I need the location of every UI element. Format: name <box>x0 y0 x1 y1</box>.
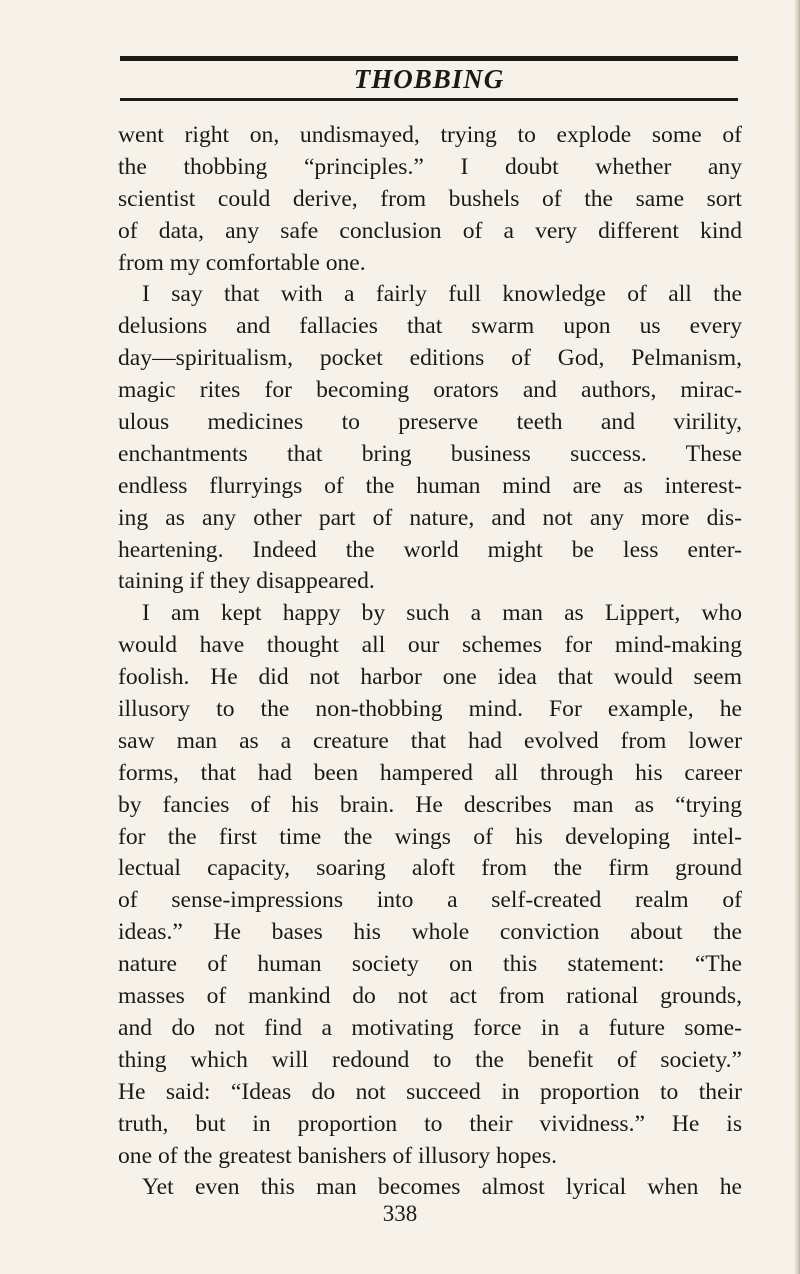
text-line: scientist could derive, from bushels of the same sort <box>118 185 742 212</box>
header-rule-bottom <box>120 98 738 101</box>
text-line: the thobbing “principles.” I doubt whether any <box>118 153 742 180</box>
header-rule-top <box>120 56 738 61</box>
text-line: masses of mankind do not act from rational grounds, <box>118 983 742 1010</box>
text-line: heartening. Indeed the world might be less enter- <box>118 536 742 563</box>
page-number: 338 <box>382 1200 418 1226</box>
text-line: from my comfortable one. <box>118 249 366 276</box>
text-line: taining if they disappeared. <box>118 568 375 595</box>
text-line: Yet even this man becomes almost lyrical when he <box>142 1174 742 1201</box>
text-line: ing as any other part of nature, and not any more dis- <box>118 504 742 531</box>
text-line: forms, that had been hampered all through his career <box>118 759 742 786</box>
text-line: magic rites for becoming orators and authors, mirac- <box>118 377 742 404</box>
text-line: thing which will redound to the benefit of society.” <box>118 1046 742 1073</box>
page-edge-shadow <box>794 0 800 1274</box>
text-line: went right on, undismayed, trying to explode some of <box>118 122 742 148</box>
text-line: enchantments that bring business success. These <box>118 440 742 467</box>
body-text <box>118 120 742 1204</box>
text-line: of data, any safe conclusion of a very different kind <box>118 217 742 244</box>
text-line: delusions and fallacies that swarm upon us every <box>118 313 742 340</box>
text-line: He said: “Ideas do not succeed in proportion to their <box>118 1078 742 1105</box>
text-line: I say that with a fairly full knowledge of all the <box>142 281 742 308</box>
text-line: truth, but in proportion to their vividness.” He is <box>118 1110 742 1137</box>
text-line: ideas.” He bases his whole conviction about the <box>118 919 742 946</box>
running-head: THOBBING <box>353 64 505 94</box>
text-line: for the first time the wings of his developing intel- <box>118 823 742 850</box>
text-line: nature of human society on this statement: “The <box>118 951 742 978</box>
text-line: I am kept happy by such a man as Lippert, who <box>142 600 742 627</box>
text-line: endless flurryings of the human mind are as interest- <box>118 472 742 499</box>
text-line: day—spiritualism, pocket editions of God, Pelmanism, <box>118 345 742 372</box>
text-line: ulous medicines to preserve teeth and virility, <box>118 409 742 436</box>
text-line: by fancies of his brain. He describes man as “trying <box>118 791 742 818</box>
text-line: saw man as a creature that had evolved from lower <box>118 727 742 754</box>
text-line: illusory to the non-thobbing mind. For example, he <box>118 696 742 723</box>
text-line: of sense-impressions into a self-created realm of <box>118 887 742 914</box>
text-line: would have thought all our schemes for mind-making <box>118 632 742 659</box>
text-line: foolish. He did not harbor one idea that would seem <box>118 664 742 691</box>
page-header <box>120 56 738 106</box>
text-line: one of the greatest banishers of illusory hopes. <box>118 1142 557 1169</box>
text-line: and do not find a motivating force in a future some- <box>118 1014 742 1041</box>
text-line: lectual capacity, soaring aloft from the firm ground <box>118 855 742 882</box>
